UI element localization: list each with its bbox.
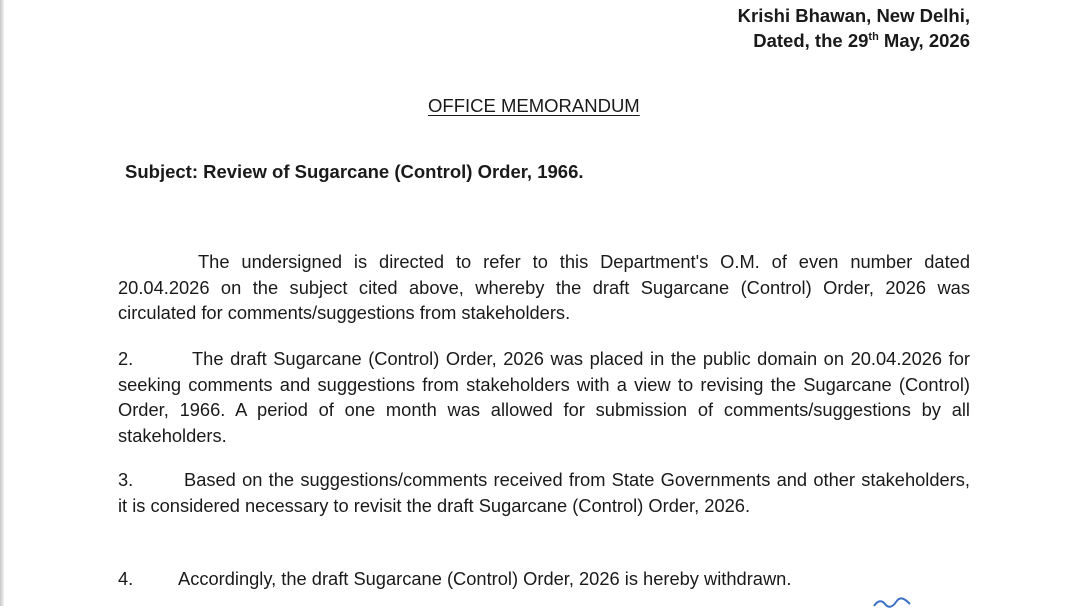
paragraph-4	[118, 566, 970, 592]
paragraph-text: The undersigned is directed to refer to this Department's O.M. of even number dated 20.04.2026 on the subject cited above, whereby the draft Sugarcane (Control) Order, 2026 was circulated for comments/suggestions from stakeholders.	[118, 251, 970, 323]
date-suffix: May, 2026	[878, 30, 970, 51]
signature-ink-mark	[872, 596, 912, 608]
paragraph-3	[118, 467, 970, 518]
paragraph-1	[118, 249, 970, 326]
memo-subject: Subject: Review of Sugarcane (Control) Order, 1966.	[125, 161, 584, 182]
paragraph-text: The draft Sugarcane (Control) Order, 2026 was placed in the public domain on 20.04.2026 for seeking comments and suggestions from stakeholders with a view to revising the Sugarcane (Control) Order, 1966. A period of one month was allowed for submission of comments/suggestions by all stakeholders.	[118, 348, 970, 446]
paragraph-number: 3.	[118, 469, 134, 490]
paragraph-text: Based on the suggestions/comments received from State Governments and other stakeholders, it is considered necessary to revisit the draft Sugarcane (Control) Order, 2026.	[118, 469, 970, 516]
paragraph-2	[118, 346, 970, 448]
place-and-date	[738, 3, 970, 53]
memo-title: OFFICE MEMORANDUM	[428, 95, 640, 116]
date-superscript: th	[868, 30, 879, 43]
paragraph-text: Accordingly, the draft Sugarcane (Control) Order, 2026 is hereby withdrawn.	[178, 568, 792, 589]
paragraph-number: 4.	[118, 568, 134, 589]
date	[738, 28, 970, 53]
date-prefix: Dated, the 29	[753, 30, 869, 51]
place: Krishi Bhawan, New Delhi,	[737, 5, 970, 26]
scan-edge	[0, 0, 4, 606]
paragraph-number: 2.	[118, 348, 134, 369]
